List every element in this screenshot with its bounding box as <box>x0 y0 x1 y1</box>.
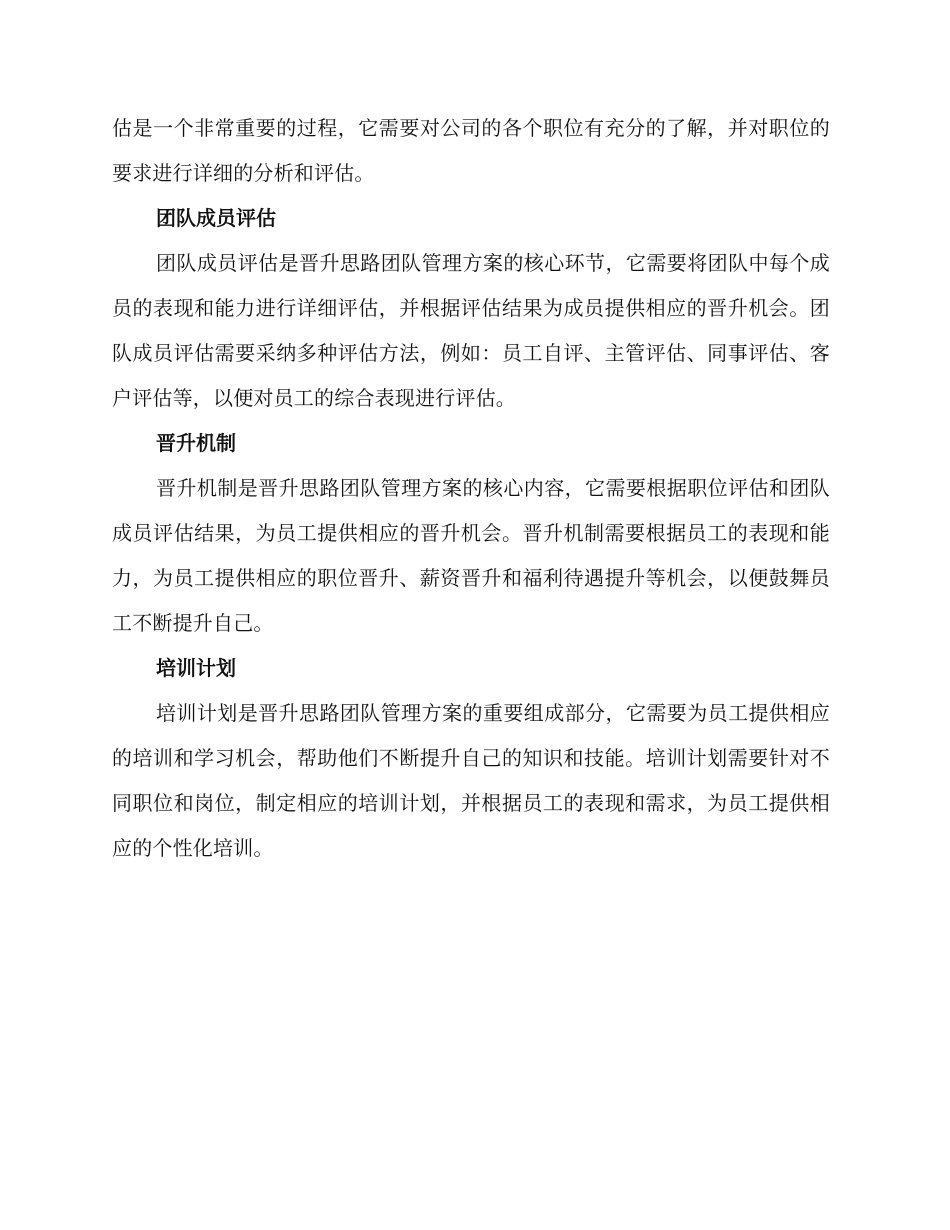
intro-paragraph: 估是一个非常重要的过程，它需要对公司的各个职位有充分的了解，并对职位的要求进行详细的分析和评估。 <box>112 116 830 185</box>
section-body-team-member-evaluation: 团队成员评估是晋升思路团队管理方案的核心环节，它需要将团队中每个成员的表现和能力进行详细评估，并根据评估结果为成员提供相应的晋升机会。团队成员评估需要采纳多种评估方法，例如：员工自评、主管评估、同事评估、客户评估等，以便对员工的综合表现进行评估。 <box>112 251 830 410</box>
section-heading-team-member-evaluation: 团队成员评估 <box>156 206 276 230</box>
section-body-promotion-mechanism: 晋升机制是晋升思路团队管理方案的核心内容，它需要根据职位评估和团队成员评估结果，为员工提供相应的晋升机会。晋升机制需要根据员工的表现和能力，为员工提供相应的职位晋升、薪资晋升和福利待遇提升等机会，以便鼓舞员工不断提升自己。 <box>112 476 830 635</box>
section-heading-promotion-mechanism: 晋升机制 <box>156 431 236 455</box>
section-body-training-plan: 培训计划是晋升思路团队管理方案的重要组成部分，它需要为员工提供相应的培训和学习机会，帮助他们不断提升自己的知识和技能。培训计划需要针对不同职位和岗位，制定相应的培训计划，并根据员工的表现和需求，为员工提供相应的个性化培训。 <box>112 701 830 860</box>
document-page <box>112 106 830 871</box>
section-heading-training-plan: 培训计划 <box>156 656 236 680</box>
